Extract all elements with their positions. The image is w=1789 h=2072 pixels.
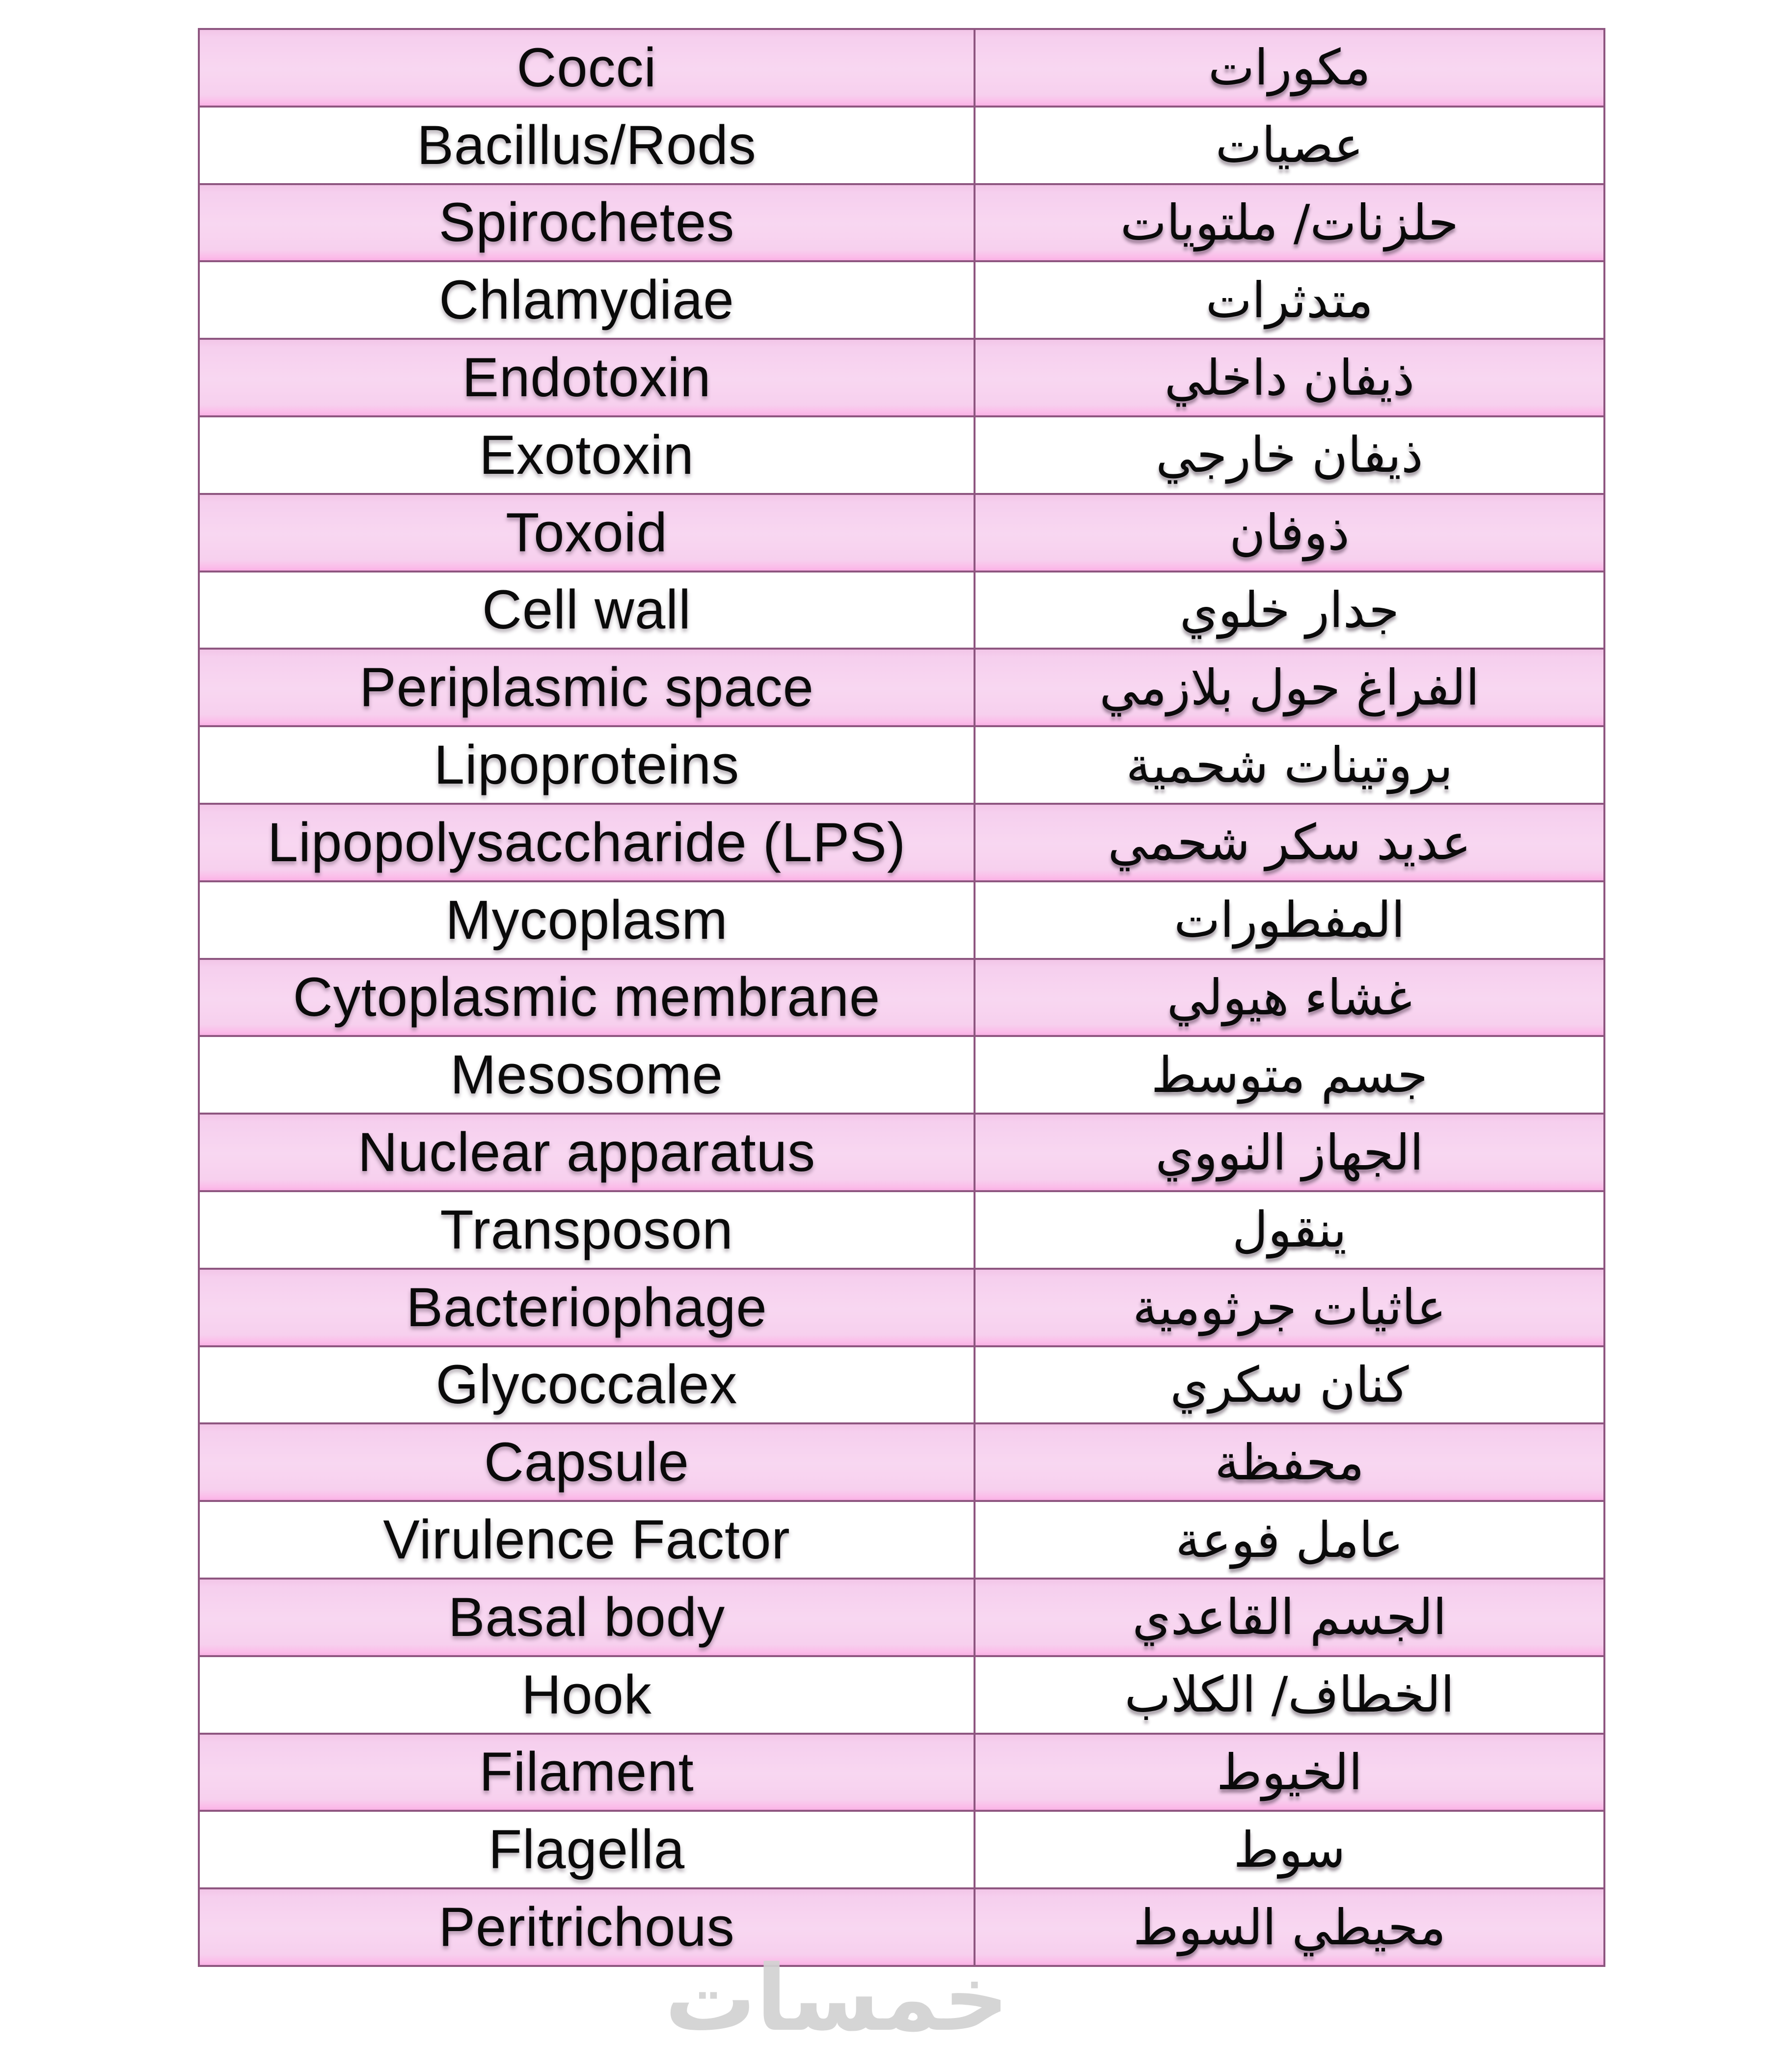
table-row <box>199 649 1604 726</box>
english-term-cell: Cytoplasmic membrane <box>199 959 975 1036</box>
table-row <box>199 1036 1604 1114</box>
table-row <box>199 107 1604 184</box>
vocab-table <box>198 28 1605 1967</box>
table-row <box>199 1346 1604 1424</box>
arabic-term-cell: ذوفان <box>975 494 1604 572</box>
english-term-cell: Endotoxin <box>199 339 975 416</box>
english-term-cell: Transposon <box>199 1191 975 1269</box>
table-row <box>199 1579 1604 1656</box>
arabic-term-cell: عصيات <box>975 107 1604 184</box>
english-term-cell: Basal body <box>199 1579 975 1656</box>
table-row <box>199 726 1604 804</box>
english-term-cell: Lipoproteins <box>199 726 975 804</box>
table-row <box>199 1811 1604 1888</box>
arabic-term-cell: غشاء هيولي <box>975 959 1604 1036</box>
english-term-cell: Lipopolysaccharide (LPS) <box>199 804 975 881</box>
table-row <box>199 959 1604 1036</box>
table-row <box>199 494 1604 572</box>
arabic-term-cell: المفطورات <box>975 881 1604 959</box>
arabic-term-cell: جسم متوسط <box>975 1036 1604 1114</box>
arabic-term-cell: بروتينات شحمية <box>975 726 1604 804</box>
arabic-term-cell: متدثرات <box>975 261 1604 339</box>
table-row <box>199 1423 1604 1501</box>
table-row <box>199 804 1604 881</box>
table-row <box>199 1734 1604 1811</box>
english-term-cell: Mesosome <box>199 1036 975 1114</box>
table-row <box>199 1191 1604 1269</box>
table-row <box>199 1269 1604 1346</box>
arabic-term-cell: كنان سكري <box>975 1346 1604 1424</box>
english-term-cell: Nuclear apparatus <box>199 1114 975 1191</box>
table-row <box>199 881 1604 959</box>
english-term-cell: Bacteriophage <box>199 1269 975 1346</box>
english-term-cell: Hook <box>199 1656 975 1734</box>
arabic-term-cell: الخطاف/ الكلاب <box>975 1656 1604 1734</box>
arabic-term-cell: مكورات <box>975 29 1604 107</box>
arabic-term-cell: جدار خلوي <box>975 572 1604 649</box>
table-row <box>199 1656 1604 1734</box>
table-row <box>199 1888 1604 1966</box>
english-term-cell: Bacillus/Rods <box>199 107 975 184</box>
arabic-term-cell: حلزنات/ ملتويات <box>975 184 1604 262</box>
table-row <box>199 184 1604 262</box>
english-term-cell: Filament <box>199 1734 975 1811</box>
vocab-table-wrapper <box>198 28 1605 1967</box>
table-row <box>199 572 1604 649</box>
english-term-cell: Cocci <box>199 29 975 107</box>
table-row <box>199 261 1604 339</box>
arabic-term-cell: محيطي السوط <box>975 1888 1604 1966</box>
arabic-term-cell: الفراغ حول بلازمي <box>975 649 1604 726</box>
english-term-cell: Toxoid <box>199 494 975 572</box>
english-term-cell: Flagella <box>199 1811 975 1888</box>
table-row <box>199 1114 1604 1191</box>
arabic-term-cell: ذيفان خارجي <box>975 416 1604 494</box>
english-term-cell: Chlamydiae <box>199 261 975 339</box>
english-term-cell: Virulence Factor <box>199 1501 975 1579</box>
table-row <box>199 416 1604 494</box>
english-term-cell: Peritrichous <box>199 1888 975 1966</box>
table-row <box>199 29 1604 107</box>
arabic-term-cell: الجهاز النووي <box>975 1114 1604 1191</box>
english-term-cell: Periplasmic space <box>199 649 975 726</box>
english-term-cell: Spirochetes <box>199 184 975 262</box>
english-term-cell: Capsule <box>199 1423 975 1501</box>
english-term-cell: Mycoplasm <box>199 881 975 959</box>
arabic-term-cell: عاثيات جرثومية <box>975 1269 1604 1346</box>
vocab-table-body <box>199 29 1604 1966</box>
english-term-cell: Cell wall <box>199 572 975 649</box>
arabic-term-cell: محفظة <box>975 1423 1604 1501</box>
arabic-term-cell: سوط <box>975 1811 1604 1888</box>
table-row <box>199 1501 1604 1579</box>
khamsat-watermark: خمسات <box>665 1945 1009 2051</box>
arabic-term-cell: الجسم القاعدي <box>975 1579 1604 1656</box>
arabic-term-cell: الخيوط <box>975 1734 1604 1811</box>
arabic-term-cell: ينقول <box>975 1191 1604 1269</box>
english-term-cell: Exotoxin <box>199 416 975 494</box>
arabic-term-cell: عامل فوعة <box>975 1501 1604 1579</box>
table-row <box>199 339 1604 416</box>
english-term-cell: Glycoccalex <box>199 1346 975 1424</box>
arabic-term-cell: ذيفان داخلي <box>975 339 1604 416</box>
arabic-term-cell: عديد سكر شحمي <box>975 804 1604 881</box>
